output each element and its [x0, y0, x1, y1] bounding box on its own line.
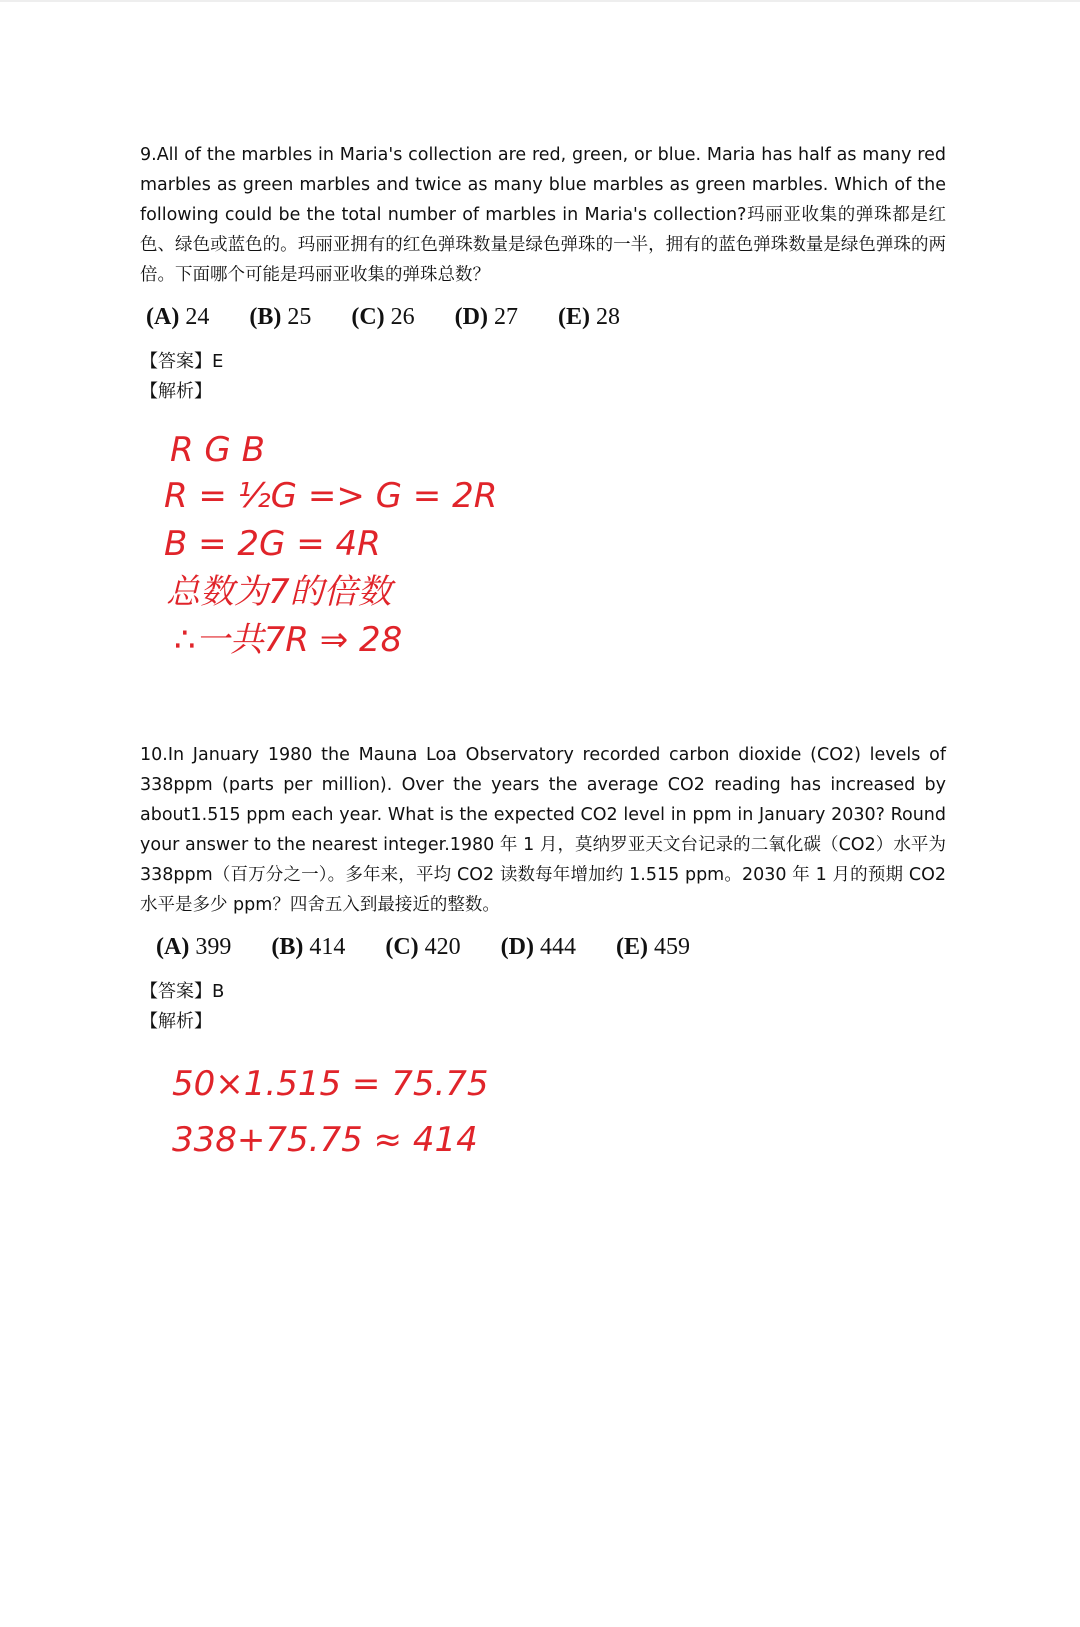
handwritten-solution: [140, 1055, 580, 1165]
handwriting-line: R = ½G => G = 2R: [164, 476, 498, 516]
handwriting-line: ∴一共7R ⇒ 28: [174, 620, 403, 660]
document-page: [140, 140, 946, 1160]
choice-b: [271, 934, 345, 961]
answer-choices: [156, 934, 946, 961]
choice-value: 24: [185, 304, 210, 330]
question-text: 10.In January 1980 the Mauna Loa Observatory recorded carbon dioxide (CO2) levels of 338ppm (parts per million). Over the years the average CO2 reading has increased by about1.515 ppm each year. What is the expected CO2 level in ppm in January 2030? Round your answer to the nearest integer.1980 年 1 月，莫纳罗亚天文台记录的二氧化碳（CO2）水平为 338ppm（百万分之一）。多年来，平均 CO2 读数每年增加约 1.515 ppm。2030 年 1 月的预期 CO2 水平是多少 ppm？四舍五入到最接近的整数。: [140, 745, 946, 915]
handwriting-line: 总数为7的倍数: [166, 572, 392, 612]
choice-e: [616, 934, 690, 961]
choice-b: [249, 304, 311, 331]
choice-letter: (E): [557, 304, 590, 330]
answer-label: 【答案】B: [140, 981, 225, 1002]
page-top-border: [0, 0, 1080, 2]
choice-d: [455, 304, 518, 331]
choice-value: 26: [390, 304, 415, 330]
handwriting-line: B = 2G = 4R: [164, 524, 381, 564]
choice-letter: (D): [454, 304, 488, 330]
handwriting-line: 338+75.75 ≈ 414: [172, 1120, 478, 1160]
choice-value: 27: [493, 304, 518, 330]
choice-c: [351, 304, 414, 331]
question-text: 9.All of the marbles in Maria's collection are red, green, or blue. Maria has half as many red marbles as green marbles and twice as many blue marbles as green marbles. Which of the following could be the total number of marbles in Maria's collection?玛丽亚收集的弹珠都是红色、绿色或蓝色的。玛丽亚拥有的红色弹珠数量是绿色弹珠的一半，拥有的蓝色弹珠数量是绿色弹珠的两倍。下面哪个可能是玛丽亚收集的弹珠总数？: [140, 145, 946, 285]
handwriting-line: 50×1.515 = 75.75: [172, 1064, 489, 1104]
choice-value: 28: [595, 304, 620, 330]
choice-e: [558, 304, 620, 331]
answer-choices: [146, 304, 946, 331]
choice-d: [501, 934, 576, 961]
choice-c: [385, 934, 460, 961]
choice-value: 414: [309, 934, 346, 960]
choice-value: 420: [424, 934, 461, 960]
question-9: [140, 140, 946, 665]
choice-letter: (D): [500, 934, 534, 960]
choice-letter: (B): [271, 934, 304, 960]
choice-a: [156, 934, 231, 961]
handwriting-line: R G B: [170, 430, 265, 470]
analysis-label: 【解析】: [140, 381, 212, 402]
question-10: [140, 740, 946, 1165]
choice-letter: (A): [156, 934, 190, 960]
choice-value: 399: [195, 934, 232, 960]
analysis-label: 【解析】: [140, 1011, 212, 1032]
choice-letter: (C): [385, 934, 419, 960]
choice-value: 444: [539, 934, 576, 960]
choice-letter: (E): [615, 934, 648, 960]
choice-value: 459: [653, 934, 690, 960]
choice-letter: (B): [249, 304, 282, 330]
choice-value: 25: [287, 304, 312, 330]
answer-label: 【答案】E: [140, 351, 224, 372]
choice-a: [146, 304, 209, 331]
choice-letter: (A): [146, 304, 180, 330]
handwritten-solution: [140, 425, 560, 665]
choice-letter: (C): [351, 304, 385, 330]
